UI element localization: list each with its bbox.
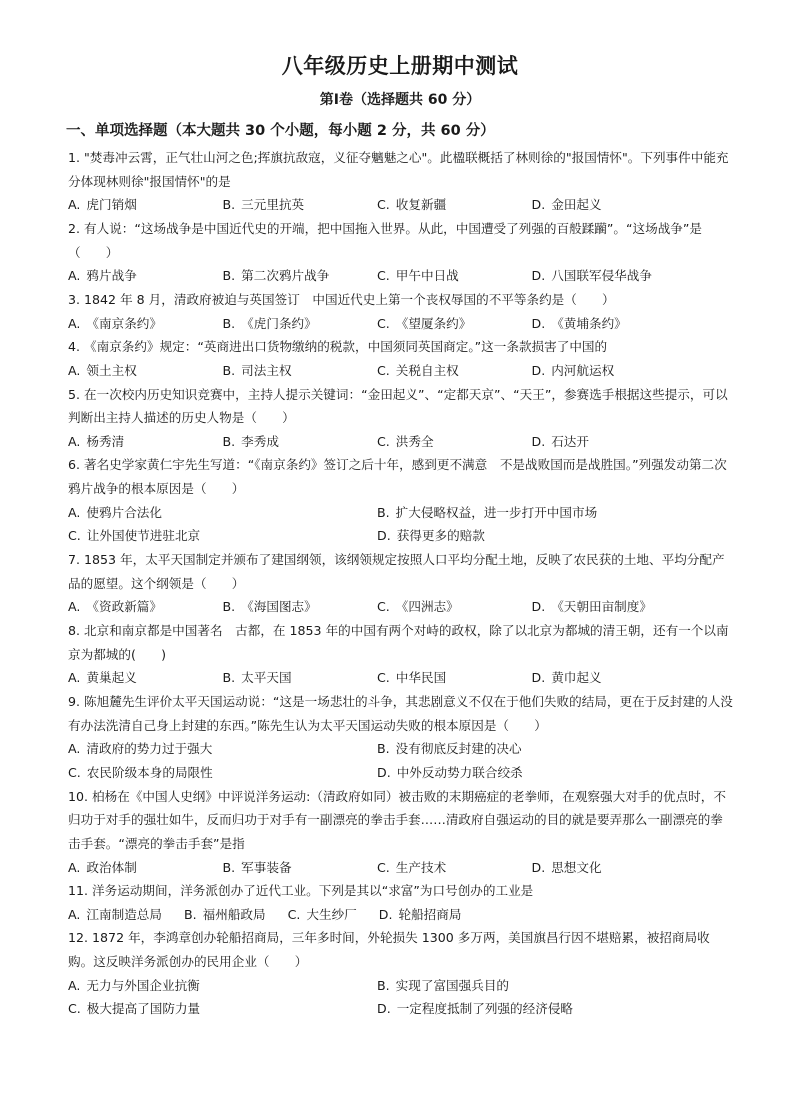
option-label: B. — [222, 859, 236, 875]
option-d[interactable] — [532, 193, 687, 217]
option-text: 虎门销烟 — [86, 197, 137, 213]
option-label: D. — [531, 268, 546, 284]
option-text: 关税自主权 — [395, 362, 459, 378]
option-text: 生产技术 — [395, 859, 447, 875]
question-stem: 12. 1872 年，李鸿章创办轮船招商局，三年多时间，外轮损失 1300 多万两，美国旗昌行因不堪赔累，被招商局收购。这反映洋务派创办的民用企业（ ） — [68, 930, 710, 970]
option-label: C. — [68, 1001, 81, 1017]
option-label: D. — [377, 528, 391, 544]
question-8 — [68, 619, 733, 690]
option-label: A. — [68, 362, 81, 378]
option-text: 大生纱厂 — [306, 906, 357, 922]
option-label: A. — [68, 504, 81, 520]
option-text: 鸦片战争 — [86, 268, 137, 284]
option-text: 《海国图志》 — [241, 599, 317, 615]
option-text: 江南制造总局 — [86, 906, 162, 922]
option-a[interactable] — [68, 264, 223, 288]
option-d[interactable] — [377, 761, 686, 785]
option-a[interactable] — [68, 974, 377, 998]
option-b[interactable] — [223, 856, 378, 880]
option-label: C. — [377, 859, 390, 875]
option-label: C. — [68, 764, 81, 780]
option-label: A. — [68, 197, 81, 213]
option-b[interactable] — [223, 264, 378, 288]
option-row — [68, 666, 733, 690]
option-text: 收复新疆 — [395, 197, 447, 213]
option-d[interactable] — [532, 856, 687, 880]
option-label: A. — [68, 599, 81, 615]
option-row — [68, 595, 733, 619]
option-text: 《虎门条约》 — [241, 315, 317, 331]
option-d[interactable] — [377, 997, 686, 1021]
question-stem: 4. 《南京条约》规定：“英商进出口货物缴纳的税款，中国须同英国商定。”这一条款损害了中国的 — [68, 339, 608, 355]
option-text: 《四洲志》 — [395, 599, 459, 615]
option-label: C. — [377, 599, 390, 615]
option-text: 获得更多的赔款 — [396, 528, 485, 544]
question-stem: 10. 柏杨在《中国人史纲》中评说洋务运动:（清政府如同）被击败的末期癌症的老拳师，在观察强大对手的优点时，不归功于对手的强壮如牛，反而归功于对手有一副漂亮的拳击手套……清政府自强运动的目的就是要弄那么一副漂亮的拳击手套。“漂亮的拳击手套”是指 — [68, 788, 726, 851]
option-row — [68, 737, 733, 761]
option-b[interactable] — [377, 974, 686, 998]
question-1 — [68, 146, 733, 217]
option-text: 黄巾起义 — [551, 670, 602, 686]
option-b[interactable] — [184, 903, 266, 927]
option-b[interactable] — [377, 501, 686, 525]
option-label: C. — [68, 528, 81, 544]
option-label: C. — [377, 362, 390, 378]
question-stem: 3. 1842 年 8 月，清政府被迫与英国签订 中国近代史上第一个丧权辱国的不平等条约是（ ） — [68, 291, 615, 307]
option-label: C. — [287, 906, 301, 922]
option-c[interactable] — [288, 903, 357, 927]
option-a[interactable] — [68, 737, 377, 761]
option-label: D. — [531, 859, 546, 875]
option-b[interactable] — [223, 312, 378, 336]
option-text: 政治体制 — [86, 859, 137, 875]
option-label: B. — [377, 977, 390, 993]
option-d[interactable] — [379, 903, 462, 927]
option-a[interactable] — [68, 501, 377, 525]
option-label: A. — [68, 268, 81, 284]
option-row — [68, 997, 733, 1021]
option-c[interactable] — [68, 761, 377, 785]
option-label: C. — [377, 670, 390, 686]
option-label: A. — [68, 906, 81, 922]
option-row — [68, 501, 733, 525]
option-a[interactable] — [68, 903, 162, 927]
option-c[interactable] — [377, 430, 532, 454]
option-text: 黄巢起义 — [86, 670, 137, 686]
option-a[interactable] — [68, 595, 223, 619]
question-stem: 6. 著名史学家黄仁宇先生写道：“《南京条约》签订之后十年，感到更不满意 不是战败国而是战胜国。”列强发动第二次鸦片战争的根本原因是（ ） — [68, 457, 727, 497]
option-text: 第二次鸦片战争 — [241, 268, 330, 284]
option-label: A. — [68, 741, 81, 757]
option-label: B. — [222, 670, 236, 686]
question-stem: 9. 陈旭麓先生评价太平天国运动说：“这是一场悲壮的斗争，其悲剧意义不仅在于他们失败的结局，更在于反封建的人没有办法洗清自己身上封建的东西。”陈先生认为太平天国运动失败的根本原因是（ ） — [68, 693, 733, 733]
exam-title: 八年级历史上册期中测试 — [281, 54, 519, 78]
option-text: 清政府的势力过于强大 — [86, 741, 213, 757]
option-label: D. — [531, 315, 546, 331]
option-label: A. — [68, 977, 81, 993]
option-text: 轮船招商局 — [398, 906, 462, 922]
option-text: 没有彻底反封建的决心 — [395, 741, 522, 757]
option-text: 李秀成 — [241, 433, 279, 449]
option-text: 《望厦条约》 — [395, 315, 472, 331]
option-a[interactable] — [68, 430, 223, 454]
option-d[interactable] — [532, 595, 687, 619]
option-a[interactable] — [68, 856, 223, 880]
option-row — [68, 856, 733, 880]
exam-subtitle: 第Ⅰ卷（选择题共 60 分） — [319, 92, 481, 108]
option-d[interactable] — [532, 359, 687, 383]
option-label: C. — [377, 268, 390, 284]
option-text: 内河航运权 — [551, 362, 615, 378]
question-5 — [68, 383, 733, 454]
option-label: B. — [222, 268, 236, 284]
option-c[interactable] — [377, 595, 532, 619]
option-b[interactable] — [223, 193, 378, 217]
option-text: 《天朝田亩制度》 — [551, 599, 652, 615]
question-9 — [68, 690, 733, 785]
option-label: D. — [531, 599, 546, 615]
option-row — [68, 264, 733, 288]
option-label: C. — [377, 433, 390, 449]
question-stem: 5. 在一次校内历史知识竞赛中，主持人提示关键词：“金田起义”、“定都天京”、“天王”，参赛选手根据这些提示，可以判断出主持人描述的历史人物是（ ） — [68, 386, 728, 426]
option-row — [68, 524, 733, 548]
option-label: B. — [222, 362, 236, 378]
option-text: 思想文化 — [551, 859, 602, 875]
option-c[interactable] — [377, 312, 532, 336]
option-b[interactable] — [377, 737, 686, 761]
option-label: B. — [222, 433, 236, 449]
option-c[interactable] — [377, 856, 532, 880]
question-12 — [68, 926, 733, 1021]
question-stem: 11. 洋务运动期间，洋务派创办了近代工业。下列是其以“求富”为口号创办的工业是 — [68, 883, 534, 899]
question-stem: 7. 1853 年，太平天国制定并颁布了建国纲领，该纲领规定按照人口平均分配土地，反映了农民获的土地、平均分配产品的愿望。这个纲领是（ ） — [68, 552, 725, 591]
question-3 — [68, 288, 733, 335]
question-stem: 1. "焚毒冲云霄，正气壮山河之色;挥旗抗敌寇，义征夺魑魅之心"。此楹联概括了林则徐的"报国情怀"。下列事件中能充分体现林则徐"报国情怀"的是 — [68, 150, 729, 189]
option-b[interactable] — [223, 595, 378, 619]
option-text: 极大提高了国防力量 — [86, 1001, 201, 1017]
option-text: 中外反动势力联合绞杀 — [396, 764, 523, 780]
option-label: B. — [222, 315, 236, 331]
option-text: 领土主权 — [86, 362, 137, 378]
option-label: D. — [377, 1001, 391, 1017]
question-list — [68, 146, 733, 1021]
option-row — [68, 193, 733, 217]
option-label: D. — [531, 197, 546, 213]
option-label: A. — [68, 315, 81, 331]
option-text: 军事装备 — [241, 859, 292, 875]
option-text: 使鸦片合法化 — [86, 504, 162, 520]
option-d[interactable] — [532, 264, 687, 288]
option-label: D. — [531, 433, 546, 449]
option-text: 一定程度抵制了列强的经济侵略 — [396, 1001, 574, 1017]
option-text: 《资政新篇》 — [86, 599, 162, 615]
option-text: 石达开 — [551, 433, 589, 449]
option-label: C. — [377, 315, 390, 331]
option-a[interactable] — [68, 359, 223, 383]
question-7 — [68, 548, 733, 619]
option-c[interactable] — [377, 264, 532, 288]
option-label: B. — [183, 906, 197, 922]
option-c[interactable] — [377, 359, 532, 383]
option-text: 司法主权 — [241, 362, 292, 378]
option-text: 太平天国 — [241, 670, 292, 686]
question-4 — [68, 335, 733, 382]
option-text: 让外国使节进驻北京 — [86, 528, 201, 544]
option-c[interactable] — [68, 524, 377, 548]
option-label: B. — [377, 504, 390, 520]
option-b[interactable] — [223, 430, 378, 454]
option-text: 农民阶级本身的局限性 — [86, 764, 213, 780]
option-row — [68, 430, 733, 454]
option-text: 甲午中日战 — [395, 268, 459, 284]
option-row — [68, 312, 733, 336]
option-row — [68, 761, 733, 785]
option-text: 福州船政局 — [202, 906, 266, 922]
option-c[interactable] — [377, 193, 532, 217]
option-a[interactable] — [68, 312, 223, 336]
option-b[interactable] — [223, 359, 378, 383]
option-b[interactable] — [223, 666, 378, 690]
option-row — [68, 359, 733, 383]
option-text: 八国联军侵华战争 — [551, 268, 652, 284]
section-heading: 一、单项选择题（本大题共 30 个小题，每小题 2 分，共 60 分） — [66, 123, 495, 139]
option-c[interactable] — [68, 997, 377, 1021]
option-d[interactable] — [377, 524, 686, 548]
option-d[interactable] — [532, 312, 687, 336]
option-label: D. — [531, 670, 546, 686]
question-stem: 2. 有人说：“这场战争是中国近代史的开端，把中国拖入世界。从此，中国遭受了列强的百般蹂躏”。“这场战争”是（ ） — [68, 220, 703, 260]
option-text: 无力与外国企业抗衡 — [86, 977, 200, 993]
option-a[interactable] — [68, 193, 223, 217]
option-label: B. — [222, 197, 236, 213]
option-text: 《黄埔条约》 — [551, 315, 627, 331]
question-11 — [68, 879, 733, 926]
question-10 — [68, 785, 733, 880]
option-label: B. — [377, 741, 390, 757]
option-label: D. — [531, 362, 546, 378]
option-text: 中华民国 — [395, 670, 447, 686]
option-label: A. — [68, 859, 81, 875]
option-label: D. — [378, 906, 393, 922]
question-2 — [68, 217, 733, 288]
option-text: 实现了富国强兵目的 — [395, 977, 509, 993]
question-6 — [68, 453, 733, 548]
option-d[interactable] — [532, 666, 687, 690]
option-row — [68, 903, 733, 927]
option-label: A. — [68, 433, 81, 449]
option-text: 金田起义 — [551, 197, 602, 213]
option-label: D. — [377, 764, 391, 780]
option-d[interactable] — [532, 430, 687, 454]
option-row — [68, 974, 733, 998]
option-text: 洪秀全 — [395, 433, 434, 449]
option-label: C. — [377, 197, 390, 213]
question-stem: 8. 北京和南京都是中国著名 古都，在 1853 年的中国有两个对峙的政权，除了以北京为都城的清王朝，还有一个以南京为都城的( ) — [68, 623, 729, 662]
option-text: 《南京条约》 — [86, 315, 162, 331]
option-text: 三元里抗英 — [241, 197, 305, 213]
option-c[interactable] — [377, 666, 532, 690]
option-label: B. — [222, 599, 236, 615]
option-a[interactable] — [68, 666, 223, 690]
option-text: 杨秀清 — [86, 433, 125, 449]
option-text: 扩大侵略权益，进一步打开中国市场 — [395, 504, 598, 520]
option-label: A. — [68, 670, 81, 686]
